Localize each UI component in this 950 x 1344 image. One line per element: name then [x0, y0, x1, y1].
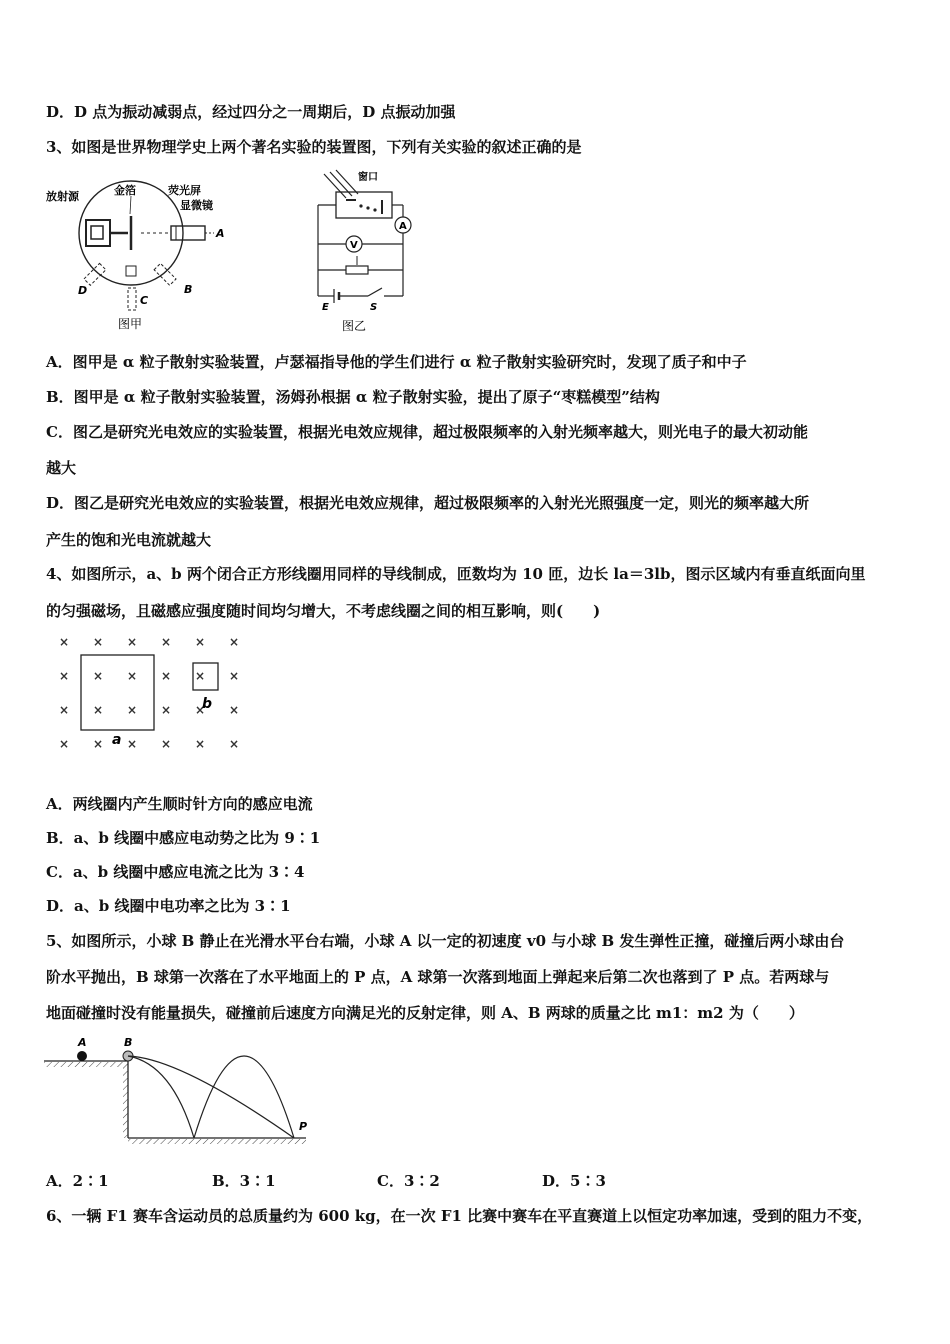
field-mark-3-1: × [93, 737, 104, 751]
field-mark-0-1: × [93, 635, 104, 649]
field-mark-2-2: × [127, 703, 138, 717]
field-mark-3-0: × [59, 737, 70, 751]
q5-stem-line2: 阶水平抛出，B 球第一次落在了水平地面上的 P 点，A 球第一次落到地面上弹起来后第二次也落到了 P 点。若两球与 [46, 968, 830, 986]
q3-option-d-line2: 产生的饱和光电流就越大 [46, 531, 212, 549]
field-mark-2-3: × [161, 703, 172, 717]
q4-stem-line2: 的匀强磁场，且磁感应强度随时间均匀增大，不考虑线圈之间的相互影响，则( ) [46, 602, 601, 620]
field-mark-3-4: × [195, 737, 206, 751]
field-mark-2-1: × [93, 703, 104, 717]
window-label: 窗口 [358, 172, 378, 183]
label-pos-b: B [184, 283, 193, 296]
q5-figure [44, 1034, 324, 1146]
q3-option-a: A．图甲是 α 粒子散射实验装置，卢瑟福指导他的学生们进行 α 粒子散射实验研究时，发现了质子和中子 [46, 353, 747, 371]
coil-b-label: b [202, 696, 213, 712]
trajectory-a-second [194, 1056, 294, 1138]
battery-label: E [322, 302, 329, 313]
trajectory-a-first [128, 1056, 194, 1138]
switch-label: S [370, 302, 378, 313]
q4-option-c: C．a、b 线圈中感应电流之比为 3∶4 [46, 863, 305, 881]
q3-option-b: B．图甲是 α 粒子散射实验装置，汤姆孙根据 α 粒子散射实验，提出了原子“枣糕模型”结构 [46, 388, 660, 406]
q2-option-d: D．D 点为振动减弱点，经过四分之一周期后，D 点振动加强 [46, 103, 456, 121]
field-mark-0-4: × [195, 635, 206, 649]
q5-option-a: A．2∶1 [46, 1172, 109, 1190]
field-mark-3-3: × [161, 737, 172, 751]
field-mark-2-5: × [229, 703, 240, 717]
field-mark-0-5: × [229, 635, 240, 649]
ball-a [77, 1051, 87, 1061]
coil-a [81, 655, 154, 730]
q5-option-d: D．5∶3 [542, 1172, 606, 1190]
voltmeter-label: V [350, 240, 358, 251]
field-mark-2-4: × [195, 703, 206, 717]
q4-figure [50, 630, 250, 760]
caption-fig-a: 图甲 [118, 317, 143, 331]
q4-option-d: D．a、b 线圈中电功率之比为 3∶1 [46, 897, 291, 915]
ball-a-label: A [78, 1036, 87, 1049]
coil-a-label: a [112, 732, 122, 748]
field-mark-3-2: × [127, 737, 138, 751]
field-mark-1-2: × [127, 669, 138, 683]
label-microscope: 显微镜 [180, 199, 213, 212]
q3-figure-b [306, 168, 416, 336]
q4-stem-line1: 4、如图所示，a、b 两个闭合正方形线圈用同样的导线制成，匝数均为 10 匝，边长 la＝3lb，图示区域内有垂直纸面向里 [46, 565, 866, 583]
q3-figure-a [44, 176, 234, 336]
trajectory-b [128, 1056, 294, 1138]
label-screen: 荧光屏 [168, 184, 201, 197]
q5-option-b: B．3∶1 [212, 1172, 276, 1190]
field-mark-1-1: × [93, 669, 104, 683]
label-pos-a: A [216, 227, 225, 240]
q5-stem-line1: 5、如图所示，小球 B 静止在光滑水平台右端，小球 A 以一定的初速度 v0 与小球 B 发生弹性正撞，碰撞后两小球由台 [46, 932, 845, 950]
label-foil: 金箔 [114, 184, 136, 197]
field-mark-0-2: × [127, 635, 138, 649]
label-pos-d: D [78, 284, 88, 297]
field-mark-3-5: × [229, 737, 240, 751]
q4-option-b: B．a、b 线圈中感应电动势之比为 9∶1 [46, 829, 321, 847]
point-p-label: P [299, 1120, 308, 1133]
caption-fig-b: 图乙 [342, 319, 367, 333]
label-pos-c: C [140, 294, 149, 307]
field-mark-1-5: × [229, 669, 240, 683]
field-mark-1-3: × [161, 669, 172, 683]
field-mark-2-0: × [59, 703, 70, 717]
q6-stem-line1: 6、一辆 F1 赛车含运动员的总质量约为 600 kg，在一次 F1 比赛中赛车在平直赛道上以恒定功率加速，受到的阻力不变， [46, 1207, 873, 1225]
q3-option-c-line2: 越大 [46, 459, 77, 477]
q5-stem-line3: 地面碰撞时没有能量损失，碰撞前后速度方向满足光的反射定律，则 A、B 两球的质量之比 m1：m2 为（ ） [46, 1004, 804, 1022]
label-source: 放射源 [46, 190, 79, 203]
q3-stem: 3、如图是世界物理学史上两个著名实验的装置图，下列有关实验的叙述正确的是 [46, 138, 582, 156]
ball-b-label: B [124, 1036, 133, 1049]
field-mark-1-0: × [59, 669, 70, 683]
field-mark-0-3: × [161, 635, 172, 649]
field-mark-1-4: × [195, 669, 206, 683]
q3-option-d-line1: D．图乙是研究光电效应的实验装置，根据光电效应规律，超过极限频率的入射光光照强度一定，则光的频率越大所 [46, 494, 810, 512]
field-mark-0-0: × [59, 635, 70, 649]
q5-option-c: C．3∶2 [377, 1172, 440, 1190]
ammeter-label: A [399, 221, 407, 232]
q3-option-c-line1: C．图乙是研究光电效应的实验装置，根据光电效应规律，超过极限频率的入射光频率越大，则光电子的最大初动能 [46, 423, 808, 441]
q4-option-a: A．两线圈内产生顺时针方向的感应电流 [46, 795, 313, 813]
